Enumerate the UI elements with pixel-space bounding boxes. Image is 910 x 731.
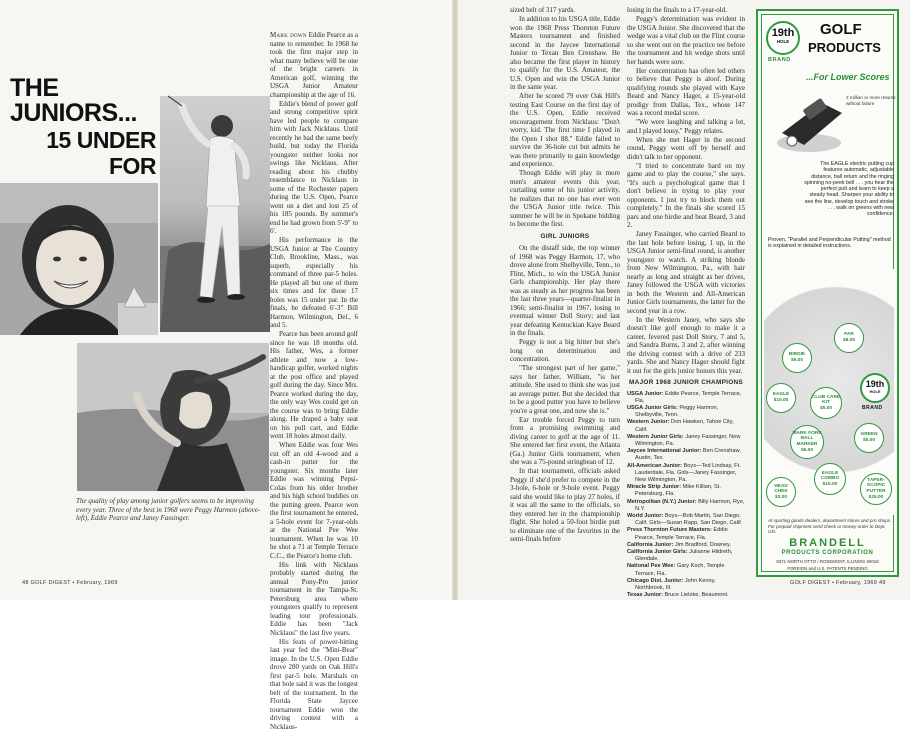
product-name: GREEN xyxy=(860,432,877,438)
champion-event: Chicago Dist. Junior: xyxy=(627,578,683,584)
paragraph: "We were laughing and talking a lot, and I played lousy," Peggy relates. xyxy=(627,118,745,135)
headline-line-2: 15 UNDER xyxy=(10,129,156,152)
article-column-2 xyxy=(510,6,620,575)
badge-hole: HOLE xyxy=(862,389,888,394)
section-subhead: GIRL JUNIORS xyxy=(510,233,620,242)
champion-winner: Boys—Ted Lindsay, Ft. Lauderdale, Fla. Girls—Janey Fassinger, New Wilmington, Pa. xyxy=(635,463,741,483)
paragraph: Eddie's blend of power golf and strong competitive spirit have led people to compare him with Jack Nicklaus. Until recently he had the same beefy build, but today the Florida youngster neither looks nor swings like Nicklaus. After reading about his chubby resemblance to Nicklaus in some of the Rochester papers during the U.S. Open, Pearce went on a diet and lost 25 of his 185 pounds. By summer's end he had grown from 5'-9" to 6'. xyxy=(270,100,358,236)
product-name: MARK FORE BALL MARKER xyxy=(791,431,823,448)
champion-event: Western Junior: xyxy=(627,419,669,425)
ad-patents: FOREIGN and U.S. PATENTS PENDING xyxy=(758,566,897,571)
champion-winner: Julianne Hildreth, Glendale. xyxy=(635,549,732,562)
champion-event: All-American Junior: xyxy=(627,463,682,469)
badge-number: 19th xyxy=(862,379,888,389)
champion-item xyxy=(627,419,745,433)
champion-event: USGA Junior Girls: xyxy=(627,405,678,411)
badge-hole: HOLE xyxy=(768,39,798,45)
champion-item xyxy=(627,527,745,541)
product-name: BIRDIE xyxy=(789,352,805,358)
champion-item xyxy=(627,448,745,462)
photo-peggy-harmon xyxy=(0,183,158,335)
paragraph: Ear trouble forced Peggy to turn from a promising swimming and diving career to golf at the age of 11. She entered her first event, the Atlanta (Ga.) Junior Girls tournament, when she was a 75-pound stringbean of 12. xyxy=(510,416,620,467)
champion-item xyxy=(627,405,745,419)
champion-winner: Bruce Lietzke, Beaumont. xyxy=(665,592,729,598)
ad-title-2: PRODUCTS xyxy=(808,40,881,55)
champions-title: MAJOR 1968 JUNIOR CHAMPIONS xyxy=(627,379,745,388)
champion-event: Metropolitan (N.Y.) Junior: xyxy=(627,499,697,505)
ad-body-copy: The EAGLE electric putting cup features automatic, adjustable distance, ball return and the ringing spinning no-peek bell . . . you hear the perfect putt and learn to keep a steady head. Sharpen your ability to see the line, develop touch and stroke . . . walk on greens with new confidence. xyxy=(804,161,894,218)
champion-item xyxy=(627,563,745,577)
paragraph: sized belt of 317 yards. xyxy=(510,6,620,15)
product-price: $8.00 xyxy=(843,338,855,344)
champion-item xyxy=(627,484,745,498)
champion-event: World Junior: xyxy=(627,513,663,519)
paragraph: When she met Hager in the second round, Peggy went off by herself and didn't talk to her opponent. xyxy=(627,136,745,162)
champion-event: USGA Junior: xyxy=(627,391,663,397)
portrait-illustration xyxy=(0,183,158,335)
product-price: $5.00 xyxy=(801,448,813,454)
champion-winner: Mike Killian, St. Petersburg, Fla. xyxy=(635,484,721,497)
badge-brand-label: BRAND xyxy=(768,57,791,63)
paragraph: Janey Fassinger, who carried Beard to the last hole before losing, 1 up, in the USGA Junior semi-final round, is another youngster to watch. A striking blonde from New Wilmington, Pa., with hair nearly as long and straight as her drives, Janey followed the USGA with victories in both the Western and All-American Junior Girls tournaments, the latter for the second year in a row. xyxy=(627,230,745,315)
product-taper-scopic-putter xyxy=(860,473,892,505)
champion-winner: Eddie Pearce, Temple Terrace, Fla. xyxy=(635,391,741,404)
champion-winner: Boys—Bob Martin, San Diego, Calif. Girls—Susan Rapp, San Diego, Calif. xyxy=(635,513,742,526)
champion-event: Jaycee International Junior: xyxy=(627,448,701,454)
product-eagle-combo xyxy=(814,463,846,495)
page-gutter xyxy=(452,0,458,600)
headline-line-3: FOR xyxy=(10,155,156,178)
champion-winner: Ben Crenshaw, Austin, Tex. xyxy=(635,448,741,461)
paragraph xyxy=(270,31,358,99)
product-green xyxy=(854,423,884,453)
ad-tagline: ...For Lower Scores xyxy=(806,72,890,82)
champion-item xyxy=(627,513,745,527)
product-name: CLUB CARE KIT xyxy=(811,395,841,406)
product-price: $15.00 xyxy=(823,482,838,488)
ad-company-name: BRANDELL xyxy=(758,537,897,549)
champion-item xyxy=(627,542,745,549)
badge-number: 19th xyxy=(768,28,798,39)
champion-item xyxy=(627,499,745,513)
paragraph: losing in the finals to a 17-year-old. xyxy=(627,6,745,15)
folio-left: 48 GOLF DIGEST • February, 1969 xyxy=(22,580,118,586)
champion-event: Western Junior Girls: xyxy=(627,434,684,440)
champion-item xyxy=(627,463,745,485)
photo-eddie-pearce xyxy=(160,96,270,332)
ad-company-name-2: PRODUCTS CORPORATION xyxy=(758,550,897,556)
product-birdie xyxy=(782,343,812,373)
champion-item xyxy=(627,391,745,405)
champion-winner: Don Hawken, Tahoe City, Calif. xyxy=(635,419,734,432)
ad-body-copy-2: Proven, "Parallel and Perpendicular Putting" method is explained in detailed instructions. xyxy=(768,237,894,250)
ad-footer-note: At sporting goods dealers, department stores and pro shops. For prepaid shipment send check or money order to Dept. GD. xyxy=(768,518,892,535)
product-mark-fore xyxy=(790,425,824,459)
golfer-figure-illustration xyxy=(160,96,270,332)
paragraph: Peggy's determination was evident in the USGA Junior. She discovered that the wedge was a vital club on the Flint course so she went out on the practice tee before the tournament and hit wedge shots until her hands were sore. xyxy=(627,15,745,66)
paragraph: His performance in the USGA Junior at The Country Club, Brookline, Mass., was superb, especially his command of three par-5 holes. He played all but one of them six times and for those 17 holes was 15 under par. In the finals, he defeated 6'-3" Bill Harmon, Wilmington, Del., 6 and 5. xyxy=(270,236,358,330)
brand-badge xyxy=(766,21,800,55)
paragraph: On the distaff side, the top winner of 1968 was Peggy Harmon, 17, who drove alone from Shelbyville, Tenn., to Flint, Mich., to win the USGA Junior Girls championship. Her play there was as steady as her progress has been the last three years—quarter-finalist in 1966; semi-finalist in 1967, losing to eventual winner Doll Story; and last year defeating Kentuckian Kaye Beard in the finals. xyxy=(510,244,620,338)
champion-item xyxy=(627,578,745,592)
paragraph: His feats of power-hitting last year fed the "Mini-Bear" image. In the U.S. Open Eddie drove 280 yards on Oak Hill's first par-5 hole. Marshals on that hole said it was the longest belt of the tournament. In the Florida State Jaycee tournament Eddie won the driving contest with a Nicklaus- xyxy=(270,638,358,731)
ad-note: 2 million or more returns without failure xyxy=(846,95,896,106)
product-eagle xyxy=(766,383,796,413)
photo-janey-fassinger xyxy=(77,343,269,491)
paragraph: Pearce has been around golf since he was 18 months old. His father, Wes, a former athlete and now a low-handicap golfer, worked nights at the post office and played golf during the day. Since Mrs. Pearce worked during the day, the only way Wes could get on the course was to bring Eddie along. He draped a baby seat on his pull cart, and Eddie went 18 holes almost daily. xyxy=(270,330,358,441)
product-price: $3.00 xyxy=(775,495,787,501)
paragraph: When Eddie was four Wes cut off an old 4-wood and a cash-in putter for the youngster. Six months later Eddie was winning Pepsi-Colas from his older brother and his high school buddies on the putting green. Pearce won the first tournament he entered, a 5-hole event for 7-year-olds at the National Pee Wee tournament. When he was 10 he shot a 71 at Temple Terrace C.C., the Pearce's home club. xyxy=(270,441,358,560)
brand-badge-small xyxy=(860,373,890,403)
golfer-follow-through-illustration xyxy=(77,343,269,491)
paragraph: In addition to his USGA title, Eddie won the 1968 Press Thornton Future Masters tournament and finished second in the Jaycee International Junior to Texan Ben Crenshaw. He also became the first player in history to qualify for the U.S. Amateur, the U.S. Open and win the USGA Junior in the same year. xyxy=(510,15,620,92)
champion-event: National Pee Wee: xyxy=(627,563,675,569)
champion-item xyxy=(627,434,745,448)
champion-winner: Peggy Harmon, Shelbyville, Tenn. xyxy=(635,405,718,418)
product-price: $25.00 xyxy=(869,495,884,501)
champion-winner: Eddie Pearce, Temple Terrace, Fla. xyxy=(635,527,728,540)
champion-event: Press Thornton Future Masters: xyxy=(627,527,712,533)
paragraph: "I tried to concentrate hard on my game and to play the course," she says. "It's such a psychological game that I don't believe in trying to play your opponents. I just try to block them out completely." In the finals she scored 15 pars and one birdie and beat Beard, 3 and 2. xyxy=(627,162,745,230)
champion-winner: Jim Bradford, Downey. xyxy=(675,542,731,548)
champion-event: California Junior Girls: xyxy=(627,549,688,555)
champion-winner: Gary Koch, Temple Terrace, Fla. xyxy=(635,563,724,576)
product-name: EAGLE COMBO xyxy=(815,471,845,482)
product-name: HEAD CHEK xyxy=(767,484,795,495)
champion-event: Texas Junior: xyxy=(627,592,663,598)
champion-winner: Billy Harmon, Rye, N.Y. xyxy=(635,499,745,512)
paragraph: Peggy is not a big hitter but she's long on determination and concentration. xyxy=(510,338,620,364)
product-price: $9.00 xyxy=(791,358,803,364)
product-head-chek xyxy=(766,477,796,507)
paragraph-text: Eddie Pearce as a name to remember. In 1968 he took the first major step in what many believe will be one of the bright careers in American golf, winning the USGA Junior Amateur championship at the age of 16. xyxy=(270,31,358,99)
champion-item xyxy=(627,549,745,563)
product-name: TAPER-SCOPIC PUTTER xyxy=(861,478,891,495)
badge-brand-label-small: BRAND xyxy=(862,405,883,411)
paragraph: In that tournament, officials asked Peggy if she'd prefer to compete in the 3-hole, 6-hole or 9-hole event. Peggy said she would like to play 27 holes, if it was all the same to the officials, so they entered her in the championship flight. She holed a 50-foot birdie putt to eliminate one of the favorites in the semi-finals before xyxy=(510,467,620,544)
champion-item xyxy=(627,592,745,599)
paragraph: Though Eddie will play in more men's amateur events this year, curtailing some of his junior activity, he realizes that no one has ever won the USGA Junior title twice. This summer he will be in Spokane bidding to become the first. xyxy=(510,169,620,229)
product-name: PAR xyxy=(844,332,854,338)
folio-right: GOLF DIGEST • February, 1969 49 xyxy=(790,580,886,586)
product-price: $10.00 xyxy=(774,398,789,404)
product-price: $5.00 xyxy=(863,438,875,444)
article-column-3 xyxy=(627,6,745,575)
article-column-1 xyxy=(270,31,358,575)
advertisement xyxy=(756,9,899,577)
champion-winner: Janey Fassinger, New Wilmington, Pa. xyxy=(635,434,740,447)
paragraph: Her concentration has often led others to believe that Peggy is aloof. During qualifying rounds she played with Kaye Beard and Nancy Hager, a 15-year-old prodigy from Dallas, Tex., whose 147 was a record medal score. xyxy=(627,67,745,118)
champion-event: Miracle Strip Junior: xyxy=(627,484,681,490)
product-par xyxy=(834,323,864,353)
paragraph: "The strongest part of her game," says her father, William, "is her attitude. She used to think she was just an average putter. But she decided that to be a good putter you have to believe you're a great one, and now she is." xyxy=(510,364,620,415)
champions-list xyxy=(627,391,745,600)
product-club-care-kit xyxy=(810,387,842,419)
champion-event: California Junior: xyxy=(627,542,673,548)
photo-caption: The quality of play among junior golfers seems to be improving every year. Three of the best in 1968 were Peggy Harmon (above-left), Eddie Pearce and Janey Fassinger. xyxy=(76,497,270,523)
headline-line-1: THE JUNIORS... xyxy=(10,76,156,126)
ad-address: 8371 NORTH OTTO / ROSEMONT, ILLINOIS 60018 xyxy=(758,559,897,564)
paragraph: After he scored 79 over Oak Hill's testing East Course on the first day of the U.S. Open, Eddie received encouragement from Nicklaus: "Don't worry, kid. The first time I played in the Open I shot 88." Eddie failed to survive the 36-hole cut but admits he was there primarily to gain knowledge and experience. xyxy=(510,92,620,169)
ad-title-1: GOLF xyxy=(820,21,862,38)
champion-winner: John Kenny, Northbrook, Ill. xyxy=(635,578,716,591)
paragraph: In the Western Janey, who says she doesn't like golf enough to make it a career, fevered past Doll Story, 7 and 5, and Sandra Burns, 3 and 2, after winning the driving contest with a drive of 233 yards. She and Nancy Hager should fight it out for the girls junior honors this year. xyxy=(627,316,745,376)
product-name: EAGLE xyxy=(773,392,790,398)
paragraph: His link with Nicklaus probably started during the annual Pony-Pro junior tournament in the Tampa-St. Petersburg area where youngsters qualify to represent leading tour professionals. Eddie has been "Jack Nicklaus" the last five years. xyxy=(270,561,358,638)
drop-cap-lead: Mark down xyxy=(270,31,307,39)
product-price: $5.00 xyxy=(820,406,832,412)
